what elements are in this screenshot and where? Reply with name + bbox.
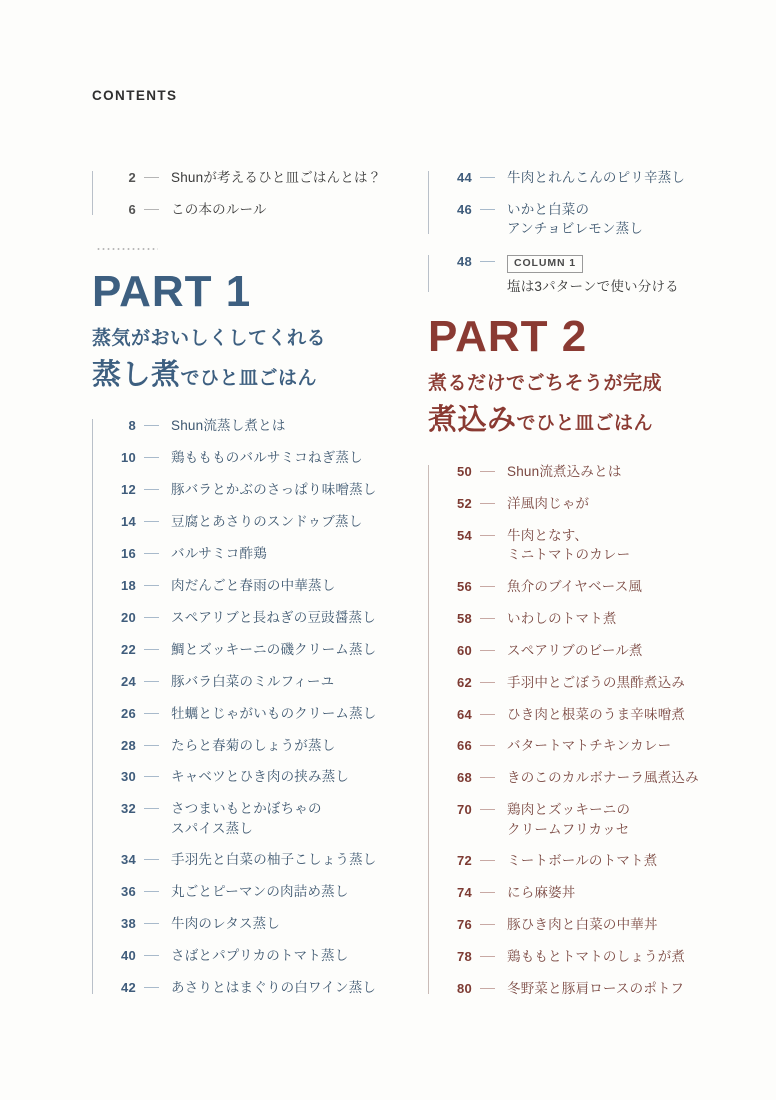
entry-dash-icon bbox=[144, 704, 164, 714]
entry-title-line1: 肉だんごと春雨の中華蒸し bbox=[171, 577, 336, 593]
toc-entry[interactable] bbox=[106, 850, 436, 869]
entry-page-number: 2 bbox=[128, 170, 136, 185]
entry-page-number: 70 bbox=[456, 802, 472, 818]
toc-entry[interactable] bbox=[442, 736, 772, 755]
entry-dash-icon bbox=[480, 609, 500, 619]
toc-entry[interactable] bbox=[106, 882, 436, 901]
entry-page-number: 52 bbox=[456, 495, 472, 511]
toc-column-entry[interactable] bbox=[442, 252, 758, 296]
entry-dash-icon bbox=[144, 168, 164, 178]
entry-title bbox=[171, 512, 436, 531]
entry-title bbox=[171, 946, 436, 965]
entry-dash-icon bbox=[480, 462, 500, 472]
entry-title bbox=[171, 200, 436, 219]
entry-dash-icon bbox=[144, 512, 164, 522]
entry-title-line1: 鶏ももとトマトのしょうが煮 bbox=[507, 949, 686, 965]
dotted-divider bbox=[96, 248, 158, 250]
entry-title bbox=[171, 736, 436, 755]
entry-title-line1: ミートボールのトマト煮 bbox=[507, 853, 658, 869]
toc-entry[interactable] bbox=[442, 705, 772, 724]
entry-title-line1: 牛肉となす、 bbox=[507, 527, 589, 543]
entry-title-line1: スペアリブのビール煮 bbox=[507, 642, 643, 658]
part2-subtitle-main-row bbox=[428, 403, 662, 438]
part2-label: PART 2 bbox=[428, 312, 588, 361]
entry-title bbox=[507, 641, 772, 660]
entry-title bbox=[507, 979, 772, 998]
entry-page-number: 60 bbox=[456, 642, 472, 658]
part1-heading bbox=[92, 267, 327, 393]
entry-title bbox=[507, 915, 772, 934]
entry-title-line1: バタートマトチキンカレー bbox=[507, 738, 672, 754]
toc-entry[interactable] bbox=[106, 767, 436, 786]
entry-title-line1: この本のルール bbox=[171, 201, 267, 217]
column-entry-title: 塩は3パターンで使い分ける bbox=[507, 278, 679, 294]
entry-page-number: 24 bbox=[120, 673, 136, 689]
entry-title-line1: Shunが考えるひと皿ごはんとは？ bbox=[171, 170, 382, 185]
toc-entry[interactable] bbox=[106, 576, 436, 595]
toc-entry[interactable] bbox=[106, 799, 436, 837]
part2-entry-list bbox=[428, 462, 772, 998]
entry-page-number: 20 bbox=[120, 609, 136, 625]
toc-entry[interactable] bbox=[106, 480, 436, 499]
entry-dash-icon bbox=[480, 577, 500, 587]
entry-dash-icon bbox=[144, 576, 164, 586]
entry-title bbox=[507, 883, 772, 902]
toc-entry[interactable] bbox=[106, 416, 436, 435]
part1-label: PART 1 bbox=[92, 267, 252, 316]
entry-title-line1: スペアリブと長ねぎの豆豉醤蒸し bbox=[171, 609, 376, 625]
toc-entry[interactable] bbox=[442, 609, 772, 628]
entry-page-number: 72 bbox=[456, 853, 472, 869]
entry-title bbox=[507, 851, 772, 870]
entry-page-number: 58 bbox=[456, 610, 472, 626]
entry-title bbox=[507, 252, 758, 296]
entry-title bbox=[507, 673, 772, 692]
entry-title-line1: Shun流蒸し煮とは bbox=[171, 418, 286, 433]
entry-title bbox=[171, 914, 436, 933]
front-matter-list bbox=[92, 168, 436, 219]
entry-dash-icon bbox=[144, 544, 164, 554]
toc-entry[interactable] bbox=[442, 462, 772, 481]
part1-subtitle-main: 蒸し煮 bbox=[92, 358, 181, 391]
entry-page-number: 28 bbox=[120, 737, 136, 753]
column-entry-wrap bbox=[428, 252, 758, 296]
entry-page-number: 50 bbox=[456, 464, 472, 479]
entry-dash-icon bbox=[480, 252, 500, 262]
entry-dash-icon bbox=[144, 914, 164, 924]
entry-title-line1: バルサミコ酢鶏 bbox=[171, 545, 267, 561]
entry-page-number: 68 bbox=[456, 770, 472, 786]
entry-page-number: 62 bbox=[456, 674, 472, 690]
toc-entry[interactable] bbox=[442, 168, 758, 187]
entry-dash-icon bbox=[480, 200, 500, 210]
entry-page-number: 18 bbox=[120, 577, 136, 593]
entry-page-number: 32 bbox=[120, 801, 136, 817]
entry-dash-icon bbox=[480, 851, 500, 861]
entry-title bbox=[507, 168, 758, 187]
entry-title bbox=[507, 577, 772, 596]
toc-entry[interactable] bbox=[442, 526, 772, 564]
entry-dash-icon bbox=[480, 915, 500, 925]
part2-subtitle-tail: でひと皿ごはん bbox=[516, 412, 654, 434]
toc-entry[interactable] bbox=[442, 883, 772, 902]
toc-entry[interactable] bbox=[106, 608, 436, 627]
entry-page-number: 42 bbox=[120, 980, 136, 996]
entry-page-number: 64 bbox=[456, 706, 472, 722]
entry-dash-icon bbox=[480, 705, 500, 715]
toc-entry[interactable] bbox=[442, 915, 772, 934]
toc-entry[interactable] bbox=[442, 577, 772, 596]
toc-entry[interactable] bbox=[106, 448, 436, 467]
toc-entry[interactable] bbox=[106, 512, 436, 531]
entry-title-line1: さばとパプリカのトマト蒸し bbox=[171, 948, 349, 964]
toc-entry[interactable] bbox=[442, 800, 772, 838]
toc-entry[interactable] bbox=[106, 672, 436, 691]
entry-dash-icon bbox=[144, 672, 164, 682]
toc-entry[interactable] bbox=[106, 978, 436, 997]
entry-page-number: 56 bbox=[456, 578, 472, 594]
entry-title bbox=[171, 640, 436, 659]
toc-entry[interactable] bbox=[106, 736, 436, 755]
entry-title-line1: 洋風肉じゃが bbox=[507, 495, 590, 511]
entry-dash-icon bbox=[144, 882, 164, 892]
entry-title-line2: スパイス蒸し bbox=[171, 820, 254, 836]
entry-title bbox=[171, 608, 436, 627]
toc-entry[interactable] bbox=[106, 704, 436, 723]
toc-entry[interactable] bbox=[106, 640, 436, 659]
entry-dash-icon bbox=[144, 978, 164, 988]
toc-entry[interactable] bbox=[442, 947, 772, 966]
entry-title bbox=[171, 882, 436, 901]
entry-page-number: 54 bbox=[456, 527, 472, 543]
toc-entry[interactable] bbox=[442, 851, 772, 870]
entry-dash-icon bbox=[144, 736, 164, 746]
entry-title-line1: 冬野菜と豚肩ロースのポトフ bbox=[507, 981, 685, 997]
entry-title-line2: ミニトマトのカレー bbox=[507, 547, 631, 563]
entry-title bbox=[507, 800, 772, 838]
entry-title bbox=[171, 480, 436, 499]
entry-dash-icon bbox=[480, 800, 500, 810]
entry-dash-icon bbox=[144, 608, 164, 618]
part1-entry-list bbox=[92, 416, 436, 998]
toc-entry[interactable] bbox=[106, 914, 436, 933]
entry-title bbox=[171, 576, 436, 595]
part1-continued-list bbox=[428, 168, 758, 296]
entry-title bbox=[507, 705, 772, 724]
entry-title bbox=[171, 978, 436, 997]
entry-title-line1: 手羽中とごぼうの黒酢煮込み bbox=[507, 674, 686, 690]
entry-page-number: 76 bbox=[456, 917, 472, 933]
entry-title bbox=[171, 448, 436, 467]
entry-title bbox=[171, 544, 436, 563]
entry-title bbox=[507, 947, 772, 966]
toc-entry[interactable] bbox=[106, 200, 436, 219]
entry-title-line1: いわしのトマト煮 bbox=[507, 610, 617, 626]
entry-title-line1: 鯛とズッキーニの磯クリーム蒸し bbox=[171, 641, 377, 657]
entry-page-number: 34 bbox=[120, 852, 136, 868]
entry-title-line1: にら麻婆丼 bbox=[507, 885, 576, 901]
toc-entry[interactable] bbox=[442, 673, 772, 692]
entry-dash-icon bbox=[480, 736, 500, 746]
entry-title bbox=[507, 200, 758, 238]
toc-entry[interactable] bbox=[106, 168, 436, 187]
part1-subtitle-main-row bbox=[92, 358, 326, 393]
entry-dash-icon bbox=[144, 416, 164, 426]
entry-page-number: 48 bbox=[456, 254, 472, 270]
toc-entry[interactable] bbox=[442, 768, 772, 787]
entry-page-number: 16 bbox=[120, 545, 136, 561]
entry-dash-icon bbox=[144, 480, 164, 490]
toc-entry[interactable] bbox=[442, 979, 772, 998]
entry-title-line1: 丸ごとピーマンの肉詰め蒸し bbox=[171, 884, 349, 900]
entry-page-number: 74 bbox=[456, 885, 472, 901]
entry-page-number: 46 bbox=[456, 201, 472, 217]
entry-title-line2: クリームフリカッセ bbox=[507, 821, 630, 837]
entry-title bbox=[507, 609, 772, 628]
entry-page-number: 14 bbox=[120, 513, 136, 529]
entry-title-line1: あさりとはまぐりの白ワイン蒸し bbox=[171, 980, 377, 996]
toc-entry[interactable] bbox=[442, 641, 772, 660]
toc-entry[interactable] bbox=[106, 946, 436, 965]
entry-dash-icon bbox=[144, 767, 164, 777]
entry-title-line1: たらと春菊のしょうが蒸し bbox=[171, 737, 336, 753]
entry-page-number: 66 bbox=[456, 738, 472, 754]
entry-title bbox=[171, 850, 436, 869]
entry-page-number: 22 bbox=[120, 641, 136, 657]
entry-title-line1: 魚介のブイヤベース風 bbox=[507, 578, 643, 594]
entry-title-line2: アンチョビレモン蒸し bbox=[507, 221, 644, 237]
entry-dash-icon bbox=[480, 979, 500, 989]
entry-page-number: 30 bbox=[120, 769, 136, 785]
entry-page-number: 10 bbox=[120, 449, 136, 465]
entry-title-line1: 鶏肉とズッキーニの bbox=[507, 802, 631, 818]
entry-title-line1: 牛肉とれんこんのピリ辛蒸し bbox=[507, 170, 686, 185]
entry-dash-icon bbox=[144, 640, 164, 650]
entry-dash-icon bbox=[144, 799, 164, 809]
entry-title bbox=[507, 494, 772, 513]
page-title: CONTENTS bbox=[92, 88, 178, 103]
entry-title bbox=[507, 768, 772, 787]
entry-dash-icon bbox=[480, 494, 500, 504]
entry-page-number: 44 bbox=[456, 170, 472, 185]
entry-title bbox=[171, 672, 436, 691]
entry-dash-icon bbox=[480, 168, 500, 178]
entry-dash-icon bbox=[144, 448, 164, 458]
entry-page-number: 26 bbox=[120, 705, 136, 721]
entry-page-number: 40 bbox=[120, 948, 136, 964]
part1-continued-entries bbox=[428, 168, 758, 238]
entry-dash-icon bbox=[480, 947, 500, 957]
entry-title bbox=[507, 462, 772, 481]
entry-dash-icon bbox=[144, 850, 164, 860]
entry-page-number: 38 bbox=[120, 916, 136, 932]
toc-entry[interactable] bbox=[106, 544, 436, 563]
entry-title-line1: 手羽先と白菜の柚子こしょう蒸し bbox=[171, 852, 377, 868]
entry-title bbox=[171, 704, 436, 723]
entry-page-number: 6 bbox=[128, 201, 136, 217]
entry-dash-icon bbox=[480, 641, 500, 651]
entry-title-line1: さつまいもとかぼちゃの bbox=[171, 801, 322, 817]
entry-page-number: 36 bbox=[120, 884, 136, 900]
entry-title-line1: 鶏ももものバルサミコねぎ蒸し bbox=[171, 449, 363, 465]
part1-subtitle-top: 蒸気がおいしくしてくれる bbox=[92, 328, 327, 349]
entry-title bbox=[171, 168, 436, 187]
entry-title-line1: 牡蠣とじゃがいものクリーム蒸し bbox=[171, 705, 377, 721]
entry-title-line1: キャベツとひき肉の挟み蒸し bbox=[171, 769, 350, 785]
entry-dash-icon bbox=[480, 768, 500, 778]
entry-page-number: 12 bbox=[120, 481, 136, 497]
entry-dash-icon bbox=[144, 200, 164, 210]
entry-title bbox=[507, 526, 772, 564]
entry-title-line1: いかと白菜の bbox=[507, 201, 590, 217]
column-badge: COLUMN 1 bbox=[507, 255, 583, 273]
entry-title bbox=[171, 416, 436, 435]
entry-title bbox=[171, 767, 436, 786]
entry-title-line1: 豚ひき肉と白菜の中華丼 bbox=[507, 917, 658, 933]
part2-heading bbox=[428, 312, 663, 438]
entry-title bbox=[171, 799, 436, 837]
entry-title-line1: Shun流煮込みとは bbox=[507, 464, 622, 479]
entry-page-number: 8 bbox=[128, 418, 136, 433]
part1-subtitle-tail: でひと皿ごはん bbox=[180, 367, 318, 389]
entry-title-line1: 豆腐とあさりのスンドゥブ蒸し bbox=[171, 513, 363, 529]
part2-subtitle-main: 煮込み bbox=[428, 403, 517, 436]
entry-dash-icon bbox=[480, 883, 500, 893]
entry-title bbox=[507, 736, 772, 755]
entry-page-number: 80 bbox=[456, 981, 472, 997]
toc-entry[interactable] bbox=[442, 494, 772, 513]
toc-entry[interactable] bbox=[442, 200, 758, 238]
entry-title-line1: ひき肉と根菜のうま辛味噌煮 bbox=[507, 706, 686, 722]
entry-title-line1: 豚バラとかぶのさっぱり味噌蒸し bbox=[171, 481, 377, 497]
entry-title-line1: 豚バラ白菜のミルフィーユ bbox=[171, 673, 335, 689]
entry-dash-icon bbox=[480, 526, 500, 536]
entry-title-line1: きのこのカルボナーラ風煮込み bbox=[507, 770, 699, 786]
entry-dash-icon bbox=[480, 673, 500, 683]
entry-title-line1: 牛肉のレタス蒸し bbox=[171, 916, 281, 932]
entry-dash-icon bbox=[144, 946, 164, 956]
entry-page-number: 78 bbox=[456, 949, 472, 965]
part2-subtitle-top: 煮るだけでごちそうが完成 bbox=[428, 373, 663, 394]
